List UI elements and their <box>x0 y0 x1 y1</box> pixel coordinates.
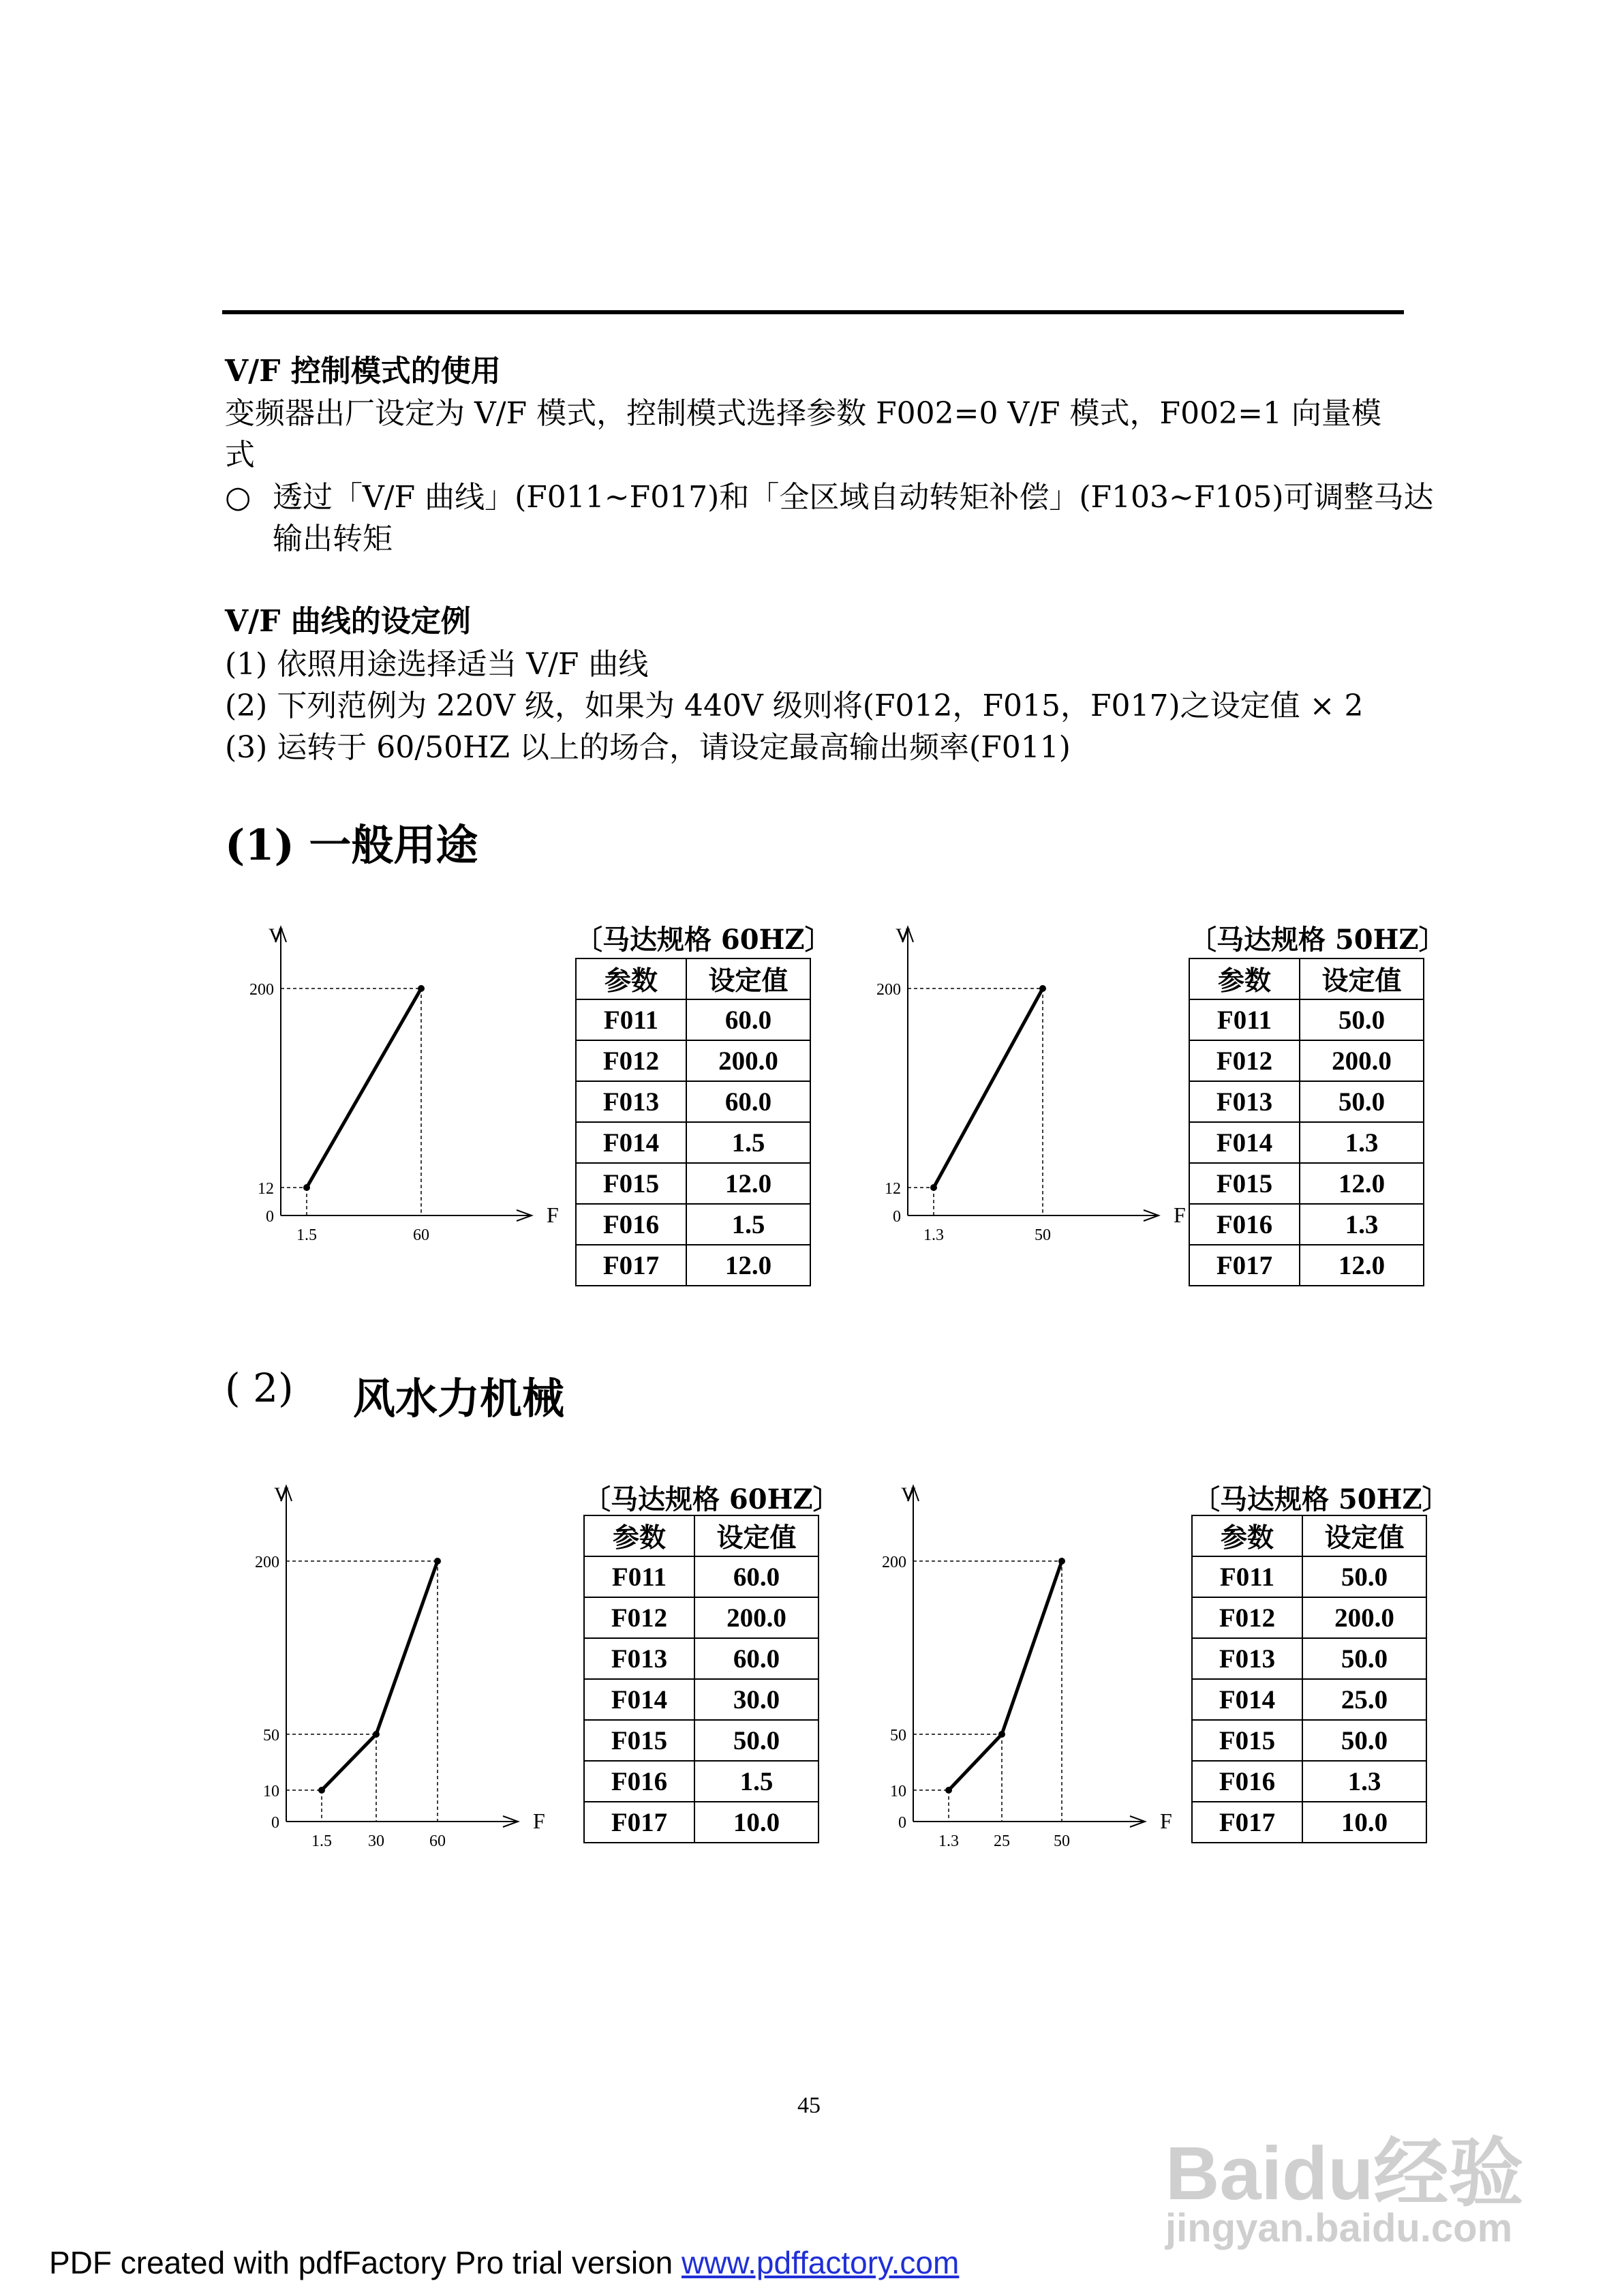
note-item: (1) 依照用途选择适当 V/F 曲线 <box>225 647 649 682</box>
table-row <box>584 1597 818 1638</box>
bullet-icon: ○ <box>225 480 251 515</box>
table-header-row <box>1192 1515 1426 1556</box>
value-cell: 12.0 <box>686 1245 810 1286</box>
param-cell: F015 <box>576 1163 686 1204</box>
table-row <box>576 1122 810 1163</box>
y-tick-label: 12 <box>885 1180 901 1198</box>
value-cell: 60.0 <box>694 1638 818 1679</box>
vf-curve-line <box>934 988 1043 1188</box>
parameter-table <box>583 1515 819 1843</box>
value-cell: 1.3 <box>1302 1761 1426 1802</box>
y-tick-label: 0 <box>266 1208 274 1226</box>
footer-link[interactable]: www.pdffactory.com <box>682 2245 960 2280</box>
table-row <box>1189 999 1424 1040</box>
table-row <box>584 1802 818 1843</box>
value-cell: 50.0 <box>1302 1556 1426 1597</box>
param-cell: F014 <box>1189 1122 1300 1163</box>
y-tick-label: 50 <box>263 1727 279 1744</box>
table-row <box>576 1081 810 1122</box>
header-cell: 设定值 <box>1302 1515 1426 1556</box>
y-tick-label: 10 <box>263 1783 279 1800</box>
table-row <box>1192 1597 1426 1638</box>
x-tick-label: 25 <box>994 1832 1010 1850</box>
value-cell: 12.0 <box>686 1163 810 1204</box>
param-cell: F017 <box>1192 1802 1302 1843</box>
vf-curve-line <box>307 988 421 1188</box>
bullet-line: 输出转矩 <box>273 522 393 556</box>
header-rule <box>222 310 1404 314</box>
table-row <box>1192 1638 1426 1679</box>
value-cell: 60.0 <box>694 1556 818 1597</box>
value-cell: 200.0 <box>1302 1597 1426 1638</box>
table-row <box>584 1720 818 1761</box>
data-point <box>418 985 425 992</box>
y-tick-label: 200 <box>249 981 274 999</box>
header-cell: 参数 <box>1192 1515 1302 1556</box>
value-cell: 50.0 <box>1300 1081 1424 1122</box>
x-tick-label: 60 <box>429 1832 446 1850</box>
header-cell: 设定值 <box>686 958 810 999</box>
vf-curve-chart <box>859 1472 1199 1861</box>
param-cell: F016 <box>584 1761 694 1802</box>
header-cell: 设定值 <box>694 1515 818 1556</box>
y-tick-label: 200 <box>876 981 901 999</box>
bullet-line: 透过「V/F 曲线」(F011~F017)和「全区域自动转矩补偿」(F103~F105)可调整马达 <box>273 480 1434 515</box>
value-cell: 200.0 <box>1300 1040 1424 1081</box>
param-cell: F013 <box>584 1638 694 1679</box>
value-cell: 60.0 <box>686 999 810 1040</box>
vf-curve-line <box>322 1561 438 1790</box>
y-tick-label: 200 <box>255 1554 279 1571</box>
value-cell: 60.0 <box>686 1081 810 1122</box>
value-cell: 200.0 <box>686 1040 810 1081</box>
param-cell: F012 <box>584 1597 694 1638</box>
table-row <box>1189 1040 1424 1081</box>
table-header-row <box>1189 958 1424 999</box>
param-cell: F011 <box>576 999 686 1040</box>
x-axis-label: F <box>1174 1203 1186 1227</box>
table-row <box>1189 1163 1424 1204</box>
section-number: ( 2) <box>225 1365 294 1411</box>
y-tick-label: 0 <box>893 1208 901 1226</box>
y-tick-label: 200 <box>882 1554 906 1571</box>
footer-text: PDF created with pdfFactory Pro trial version <box>49 2245 682 2280</box>
table-row <box>1189 1081 1424 1122</box>
vf-curve-chart <box>859 913 1199 1244</box>
y-tick-label: 0 <box>271 1814 279 1832</box>
x-tick-label: 1.3 <box>923 1226 944 1244</box>
data-point <box>1058 1558 1065 1565</box>
table-row <box>1189 1204 1424 1245</box>
table-row <box>584 1761 818 1802</box>
table-header-row <box>584 1515 818 1556</box>
table-header-row <box>576 958 810 999</box>
value-cell: 1.3 <box>1300 1122 1424 1163</box>
param-cell: F016 <box>1192 1761 1302 1802</box>
param-cell: F013 <box>1189 1081 1300 1122</box>
x-tick-label: 60 <box>413 1226 429 1244</box>
section-number: (1) <box>225 820 294 870</box>
section-name: 一般用途 <box>309 820 478 870</box>
value-cell: 50.0 <box>1302 1720 1426 1761</box>
table-row <box>576 1040 810 1081</box>
parameter-table <box>1191 1515 1427 1843</box>
table-row <box>576 999 810 1040</box>
header-cell: 参数 <box>576 958 686 999</box>
x-tick-label: 50 <box>1035 1226 1051 1244</box>
table-row <box>1189 1122 1424 1163</box>
param-cell: F017 <box>584 1802 694 1843</box>
y-axis-label: V <box>901 1483 916 1506</box>
table-row <box>1192 1761 1426 1802</box>
header-cell: 参数 <box>1189 958 1300 999</box>
param-cell: F017 <box>576 1245 686 1286</box>
table-row <box>1192 1720 1426 1761</box>
table-caption: 〔马达规格 50HZ〕 <box>1193 1483 1450 1515</box>
vf-curve-chart <box>232 1472 572 1861</box>
table-caption: 〔马达规格 60HZ〕 <box>575 924 832 956</box>
section-name: 风水力机械 <box>353 1374 565 1423</box>
param-cell: F015 <box>584 1720 694 1761</box>
value-cell: 50.0 <box>1302 1638 1426 1679</box>
watermark-url: jingyan.baidu.com <box>1165 2206 1513 2250</box>
table-row <box>584 1638 818 1679</box>
data-point <box>930 1184 937 1191</box>
pdf-footer <box>49 2244 959 2281</box>
example-title: V/F 曲线的设定例 <box>225 604 471 639</box>
data-point <box>318 1787 325 1794</box>
table-row <box>584 1679 818 1720</box>
value-cell: 1.5 <box>686 1122 810 1163</box>
table-caption: 〔马达规格 50HZ〕 <box>1189 924 1446 956</box>
x-axis-label: F <box>533 1809 545 1833</box>
data-point <box>434 1558 441 1565</box>
table-row <box>1189 1245 1424 1286</box>
x-axis-label: F <box>547 1203 559 1227</box>
y-axis-label: V <box>274 1483 289 1506</box>
data-point <box>998 1731 1005 1738</box>
table-row <box>584 1556 818 1597</box>
page-number: 45 <box>797 2093 821 2118</box>
data-point <box>1039 985 1046 992</box>
vf-curve-chart <box>232 913 572 1244</box>
x-axis-label: F <box>1160 1809 1172 1833</box>
table-caption: 〔马达规格 60HZ〕 <box>583 1483 840 1515</box>
param-cell: F016 <box>576 1204 686 1245</box>
value-cell: 10.0 <box>1302 1802 1426 1843</box>
y-tick-label: 50 <box>890 1727 906 1744</box>
param-cell: F014 <box>584 1679 694 1720</box>
param-cell: F012 <box>576 1040 686 1081</box>
table-row <box>576 1245 810 1286</box>
note-item: (3) 运转于 60/50HZ 以上的场合，请设定最高输出频率(F011) <box>225 730 1071 765</box>
data-point <box>373 1731 380 1738</box>
note-item: (2) 下列范例为 220V 级，如果为 440V 级则将(F012，F015，F017)之设定值 × 2 <box>225 689 1364 723</box>
parameter-table <box>1189 958 1424 1286</box>
header-cell: 参数 <box>584 1515 694 1556</box>
table-row <box>1192 1679 1426 1720</box>
data-point <box>945 1787 952 1794</box>
param-cell: F015 <box>1192 1720 1302 1761</box>
parameter-table <box>575 958 811 1286</box>
param-cell: F012 <box>1192 1597 1302 1638</box>
table-row <box>1192 1556 1426 1597</box>
section-title: V/F 控制模式的使用 <box>225 354 501 389</box>
y-axis-label: V <box>896 924 911 947</box>
value-cell: 1.5 <box>694 1761 818 1802</box>
param-cell: F015 <box>1189 1163 1300 1204</box>
x-tick-label: 30 <box>368 1832 384 1850</box>
param-cell: F012 <box>1189 1040 1300 1081</box>
value-cell: 50.0 <box>1300 999 1424 1040</box>
param-cell: F013 <box>1192 1638 1302 1679</box>
value-cell: 12.0 <box>1300 1163 1424 1204</box>
value-cell: 12.0 <box>1300 1245 1424 1286</box>
param-cell: F016 <box>1189 1204 1300 1245</box>
y-tick-label: 12 <box>258 1180 274 1198</box>
value-cell: 10.0 <box>694 1802 818 1843</box>
value-cell: 1.5 <box>686 1204 810 1245</box>
x-tick-label: 1.5 <box>296 1226 317 1244</box>
param-cell: F011 <box>1189 999 1300 1040</box>
paragraph-line: 变频器出厂设定为 V/F 模式，控制模式选择参数 F002=0 V/F 模式，F002=1 向量模 <box>225 396 1381 431</box>
y-tick-label: 10 <box>890 1783 906 1800</box>
table-row <box>1192 1802 1426 1843</box>
table-row <box>576 1163 810 1204</box>
param-cell: F017 <box>1189 1245 1300 1286</box>
param-cell: F011 <box>584 1556 694 1597</box>
y-tick-label: 0 <box>898 1814 906 1832</box>
param-cell: F014 <box>576 1122 686 1163</box>
x-tick-label: 1.3 <box>938 1832 959 1850</box>
data-point <box>303 1184 310 1191</box>
param-cell: F011 <box>1192 1556 1302 1597</box>
x-tick-label: 1.5 <box>311 1832 332 1850</box>
param-cell: F013 <box>576 1081 686 1122</box>
x-tick-label: 50 <box>1054 1832 1070 1850</box>
section-heading-general <box>225 811 478 872</box>
value-cell: 200.0 <box>694 1597 818 1638</box>
y-axis-label: V <box>269 924 284 947</box>
param-cell: F014 <box>1192 1679 1302 1720</box>
paragraph-line: 式 <box>225 438 255 472</box>
header-cell: 设定值 <box>1300 958 1424 999</box>
value-cell: 25.0 <box>1302 1679 1426 1720</box>
value-cell: 50.0 <box>694 1720 818 1761</box>
value-cell: 1.3 <box>1300 1204 1424 1245</box>
watermark-logo: Baidu经验 <box>1165 2132 1524 2216</box>
table-row <box>576 1204 810 1245</box>
value-cell: 30.0 <box>694 1679 818 1720</box>
vf-curve-line <box>949 1561 1062 1790</box>
